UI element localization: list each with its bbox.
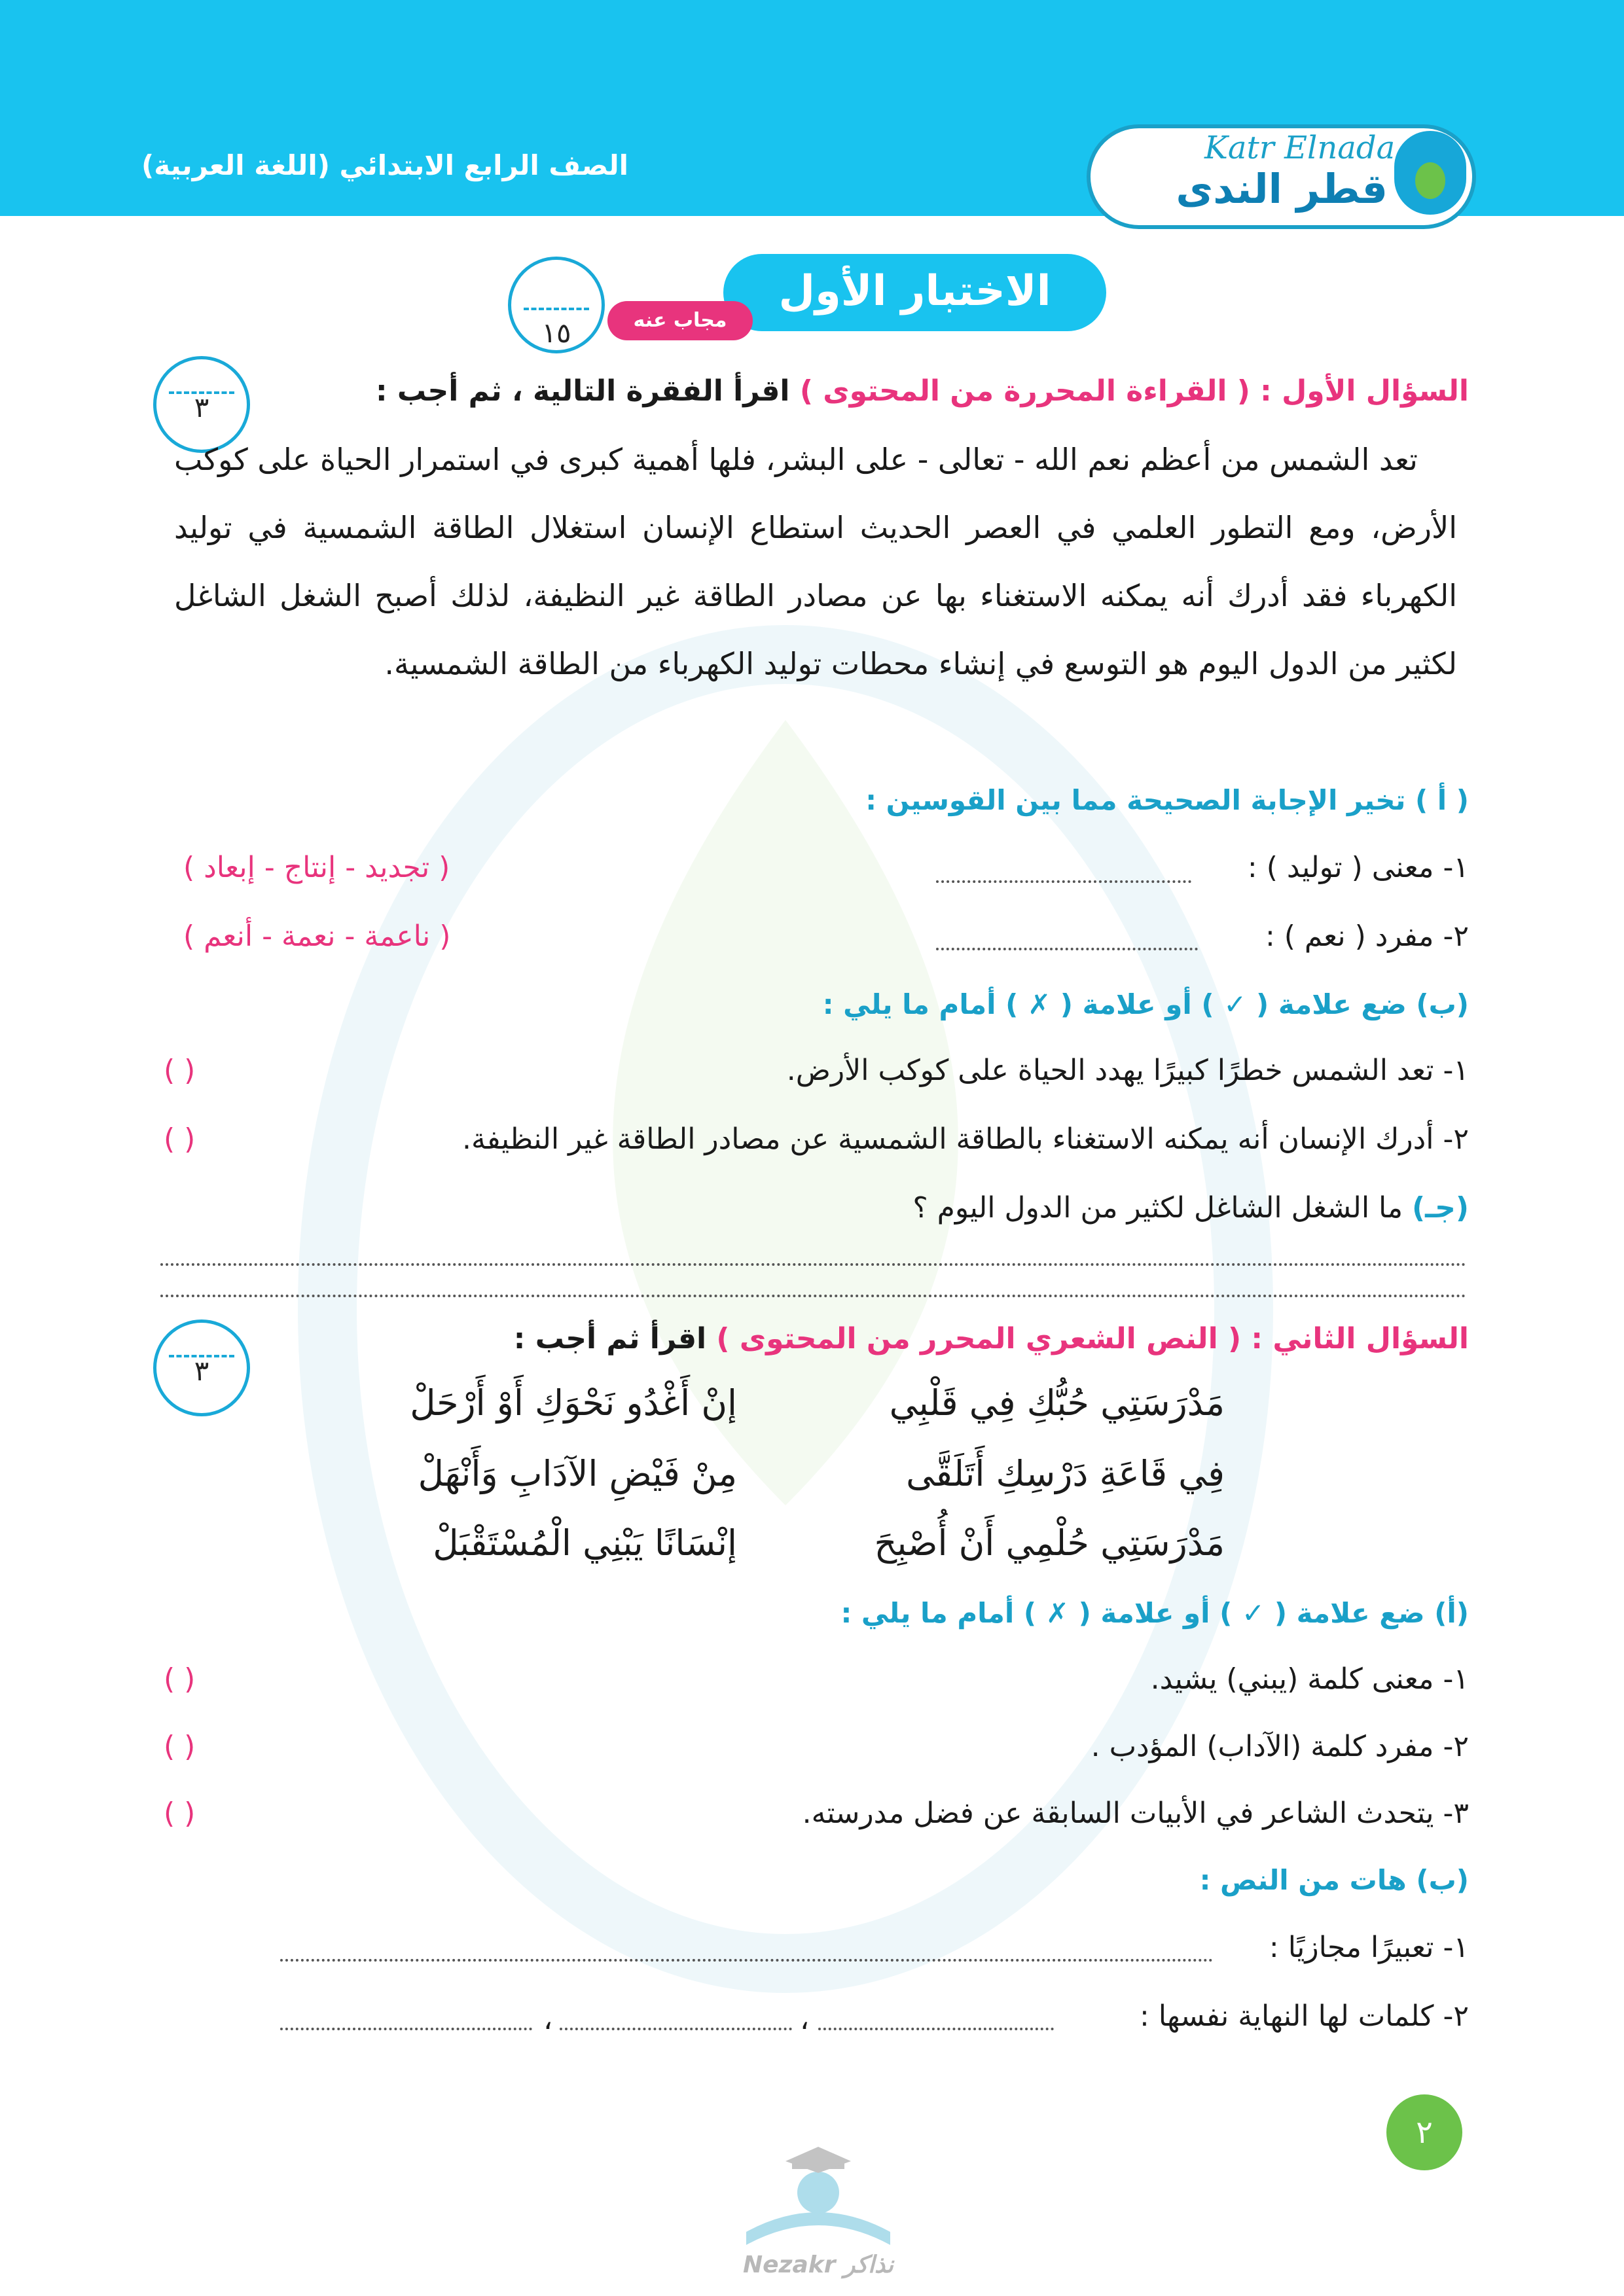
nezakr-logo-icon xyxy=(720,2134,916,2265)
q2-b-comma-1: ، xyxy=(800,2003,810,2036)
exam-title: الاختبار الأول xyxy=(778,267,1051,315)
q1-part-c-question: ما الشغل الشاغل لكثير من الدول اليوم ؟ xyxy=(912,1191,1403,1225)
water-drop-inner-icon xyxy=(1415,162,1445,199)
q1-heading xyxy=(376,374,1469,408)
q2-a-answer-box-2[interactable]: ( ) xyxy=(164,1730,196,1763)
q1-instruction: اقرأ الفقرة التالية ، ثم أجب : xyxy=(376,374,790,408)
q1-paragraph: تعد الشمس من أعظم نعم الله - تعالى - على البشر، فلها أهمية كبرى في استمرار الحياة على كوكب الأرض، ومع التطور العلمي في العصر الحديث استطاع الإنسان استغلال الطاقة الشمسية في توليد الكهرباء فقد أدرك أنه يمكنه الاستغناء بها عن مصادر الطاقة غير النظيفة، لذلك أصبح الشغل الشاغل لكثير من الدول اليوم هو التوسع في إنشاء محطات توليد الكهرباء من الطاقة الشمسية. xyxy=(174,442,1457,681)
q1-a-item-1: ١- معنى ( توليد ) : xyxy=(1247,851,1469,884)
q1-a-answer-2[interactable] xyxy=(936,948,1198,950)
q1-part-a-heading: ( أ ) تخير الإجابة الصحيحة مما بين القوسين : xyxy=(865,784,1469,816)
q2-instruction: اقرأ ثم أجب : xyxy=(513,1322,707,1355)
verse-1-first: مَدْرَسَتِي حُبُّكِ فِي قَلْبِي xyxy=(889,1382,1225,1424)
q2-part-a-heading: (أ) ضع علامة ( ✓ ) أو علامة ( ✗ ) أمام ما يلي : xyxy=(840,1597,1469,1629)
page-number: ٢ xyxy=(1386,2094,1462,2170)
q2-b-item-2: ٢- كلمات لها النهاية نفسها : xyxy=(1139,2000,1469,2033)
q1-a-choices-1: ( تجديد - إنتاج - إبعاد ) xyxy=(183,851,450,884)
q2-a-item-2: ٢- مفرد كلمة (الآداب) المؤدب . xyxy=(1091,1730,1469,1763)
q2-a-answer-box-3[interactable]: ( ) xyxy=(164,1797,196,1830)
verse-2-second: مِنْ فَيْضِ الآدَابِ وَأَنْهَلْ xyxy=(418,1453,737,1494)
q2-b-comma-2: ، xyxy=(543,2003,553,2036)
q1-b-answer-box-2[interactable]: ( ) xyxy=(164,1122,196,1156)
q2-b-answer-2c[interactable] xyxy=(280,2028,532,2030)
katr-elnada-watermark xyxy=(196,524,1375,2094)
q1-title: ( القراءة المحررة من المحتوى ) xyxy=(799,374,1250,408)
q1-c-answer-line-1[interactable] xyxy=(160,1263,1466,1266)
q1-part-c xyxy=(912,1191,1469,1225)
answered-badge: مجاب عنه xyxy=(607,301,753,340)
q2-b-answer-2a[interactable] xyxy=(818,2028,1054,2030)
logo-english-text: Katr Elnada xyxy=(1204,130,1396,166)
q2-score: ٣ xyxy=(194,1355,209,1387)
logo-arabic-text: قطر الندى xyxy=(1176,165,1388,213)
q1-a-choices-2: ( ناعمة - نعمة - أنعم ) xyxy=(183,920,451,953)
q1-a-item-2: ٢- مفرد ( نعم ) : xyxy=(1265,920,1469,953)
verse-1-second: إنْ أَغْدُو نَحْوَكِ أَوْ أَرْحَلْ xyxy=(410,1382,737,1424)
q2-a-answer-box-1[interactable]: ( ) xyxy=(164,1662,196,1696)
q2-a-item-1: ١- معنى كلمة (يبني) يشيد. xyxy=(1150,1662,1469,1696)
q1-score: ٣ xyxy=(194,391,209,423)
verse-3-first: مَدْرَسَتِي حُلْمِي أَنْ أُصْبِحَ xyxy=(874,1522,1225,1564)
q1-part-c-label: (جـ) xyxy=(1412,1191,1469,1225)
q2-part-b-heading: (ب) هات من النص : xyxy=(1199,1864,1469,1896)
q2-title: ( النص الشعري المحرر من المحتوى ) xyxy=(716,1322,1242,1355)
q2-a-item-3: ٣- يتحدث الشاعر في الأبيات السابقة عن فضل مدرسته. xyxy=(802,1797,1469,1830)
q1-b-item-1: ١- تعد الشمس خطرًا كبيرًا يهدد الحياة على كوكب الأرض. xyxy=(786,1054,1469,1087)
q2-heading xyxy=(514,1322,1469,1355)
q1-b-answer-box-1[interactable]: ( ) xyxy=(164,1054,196,1087)
q2-b-answer-2b[interactable] xyxy=(560,2028,792,2030)
total-score: ١٥ xyxy=(541,317,571,349)
verse-3-second: إنْسَانًا يَبْنِي الْمُسْتَقْبَلْ xyxy=(433,1522,737,1564)
q2-b-item-1: ١- تعبيرًا مجازيًا : xyxy=(1269,1931,1469,1964)
q1-part-b-heading: (ب) ضع علامة ( ✓ ) أو علامة ( ✗ ) أمام ما يلي : xyxy=(822,988,1469,1020)
nezakr-brand-text: Nezakr نذاكر xyxy=(743,2251,893,2278)
q1-a-answer-1[interactable] xyxy=(936,880,1191,883)
q2-b-answer-1[interactable] xyxy=(280,1959,1213,1962)
q2-label: السؤال الثاني : xyxy=(1251,1322,1469,1355)
q1-b-item-2: ٢- أدرك الإنسان أنه يمكنه الاستغناء بالطاقة الشمسية عن مصادر الطاقة غير النظيفة. xyxy=(462,1122,1469,1156)
verse-2-first: فِي قَاعَةِ دَرْسِكِ أَتَلَقَّى xyxy=(906,1453,1225,1494)
score-dash-line xyxy=(524,308,589,310)
q1-c-answer-line-2[interactable] xyxy=(160,1295,1466,1297)
q1-label: السؤال الأول : xyxy=(1260,374,1469,408)
header-title: الصف الرابع الابتدائي (اللغة العربية) xyxy=(141,149,628,181)
